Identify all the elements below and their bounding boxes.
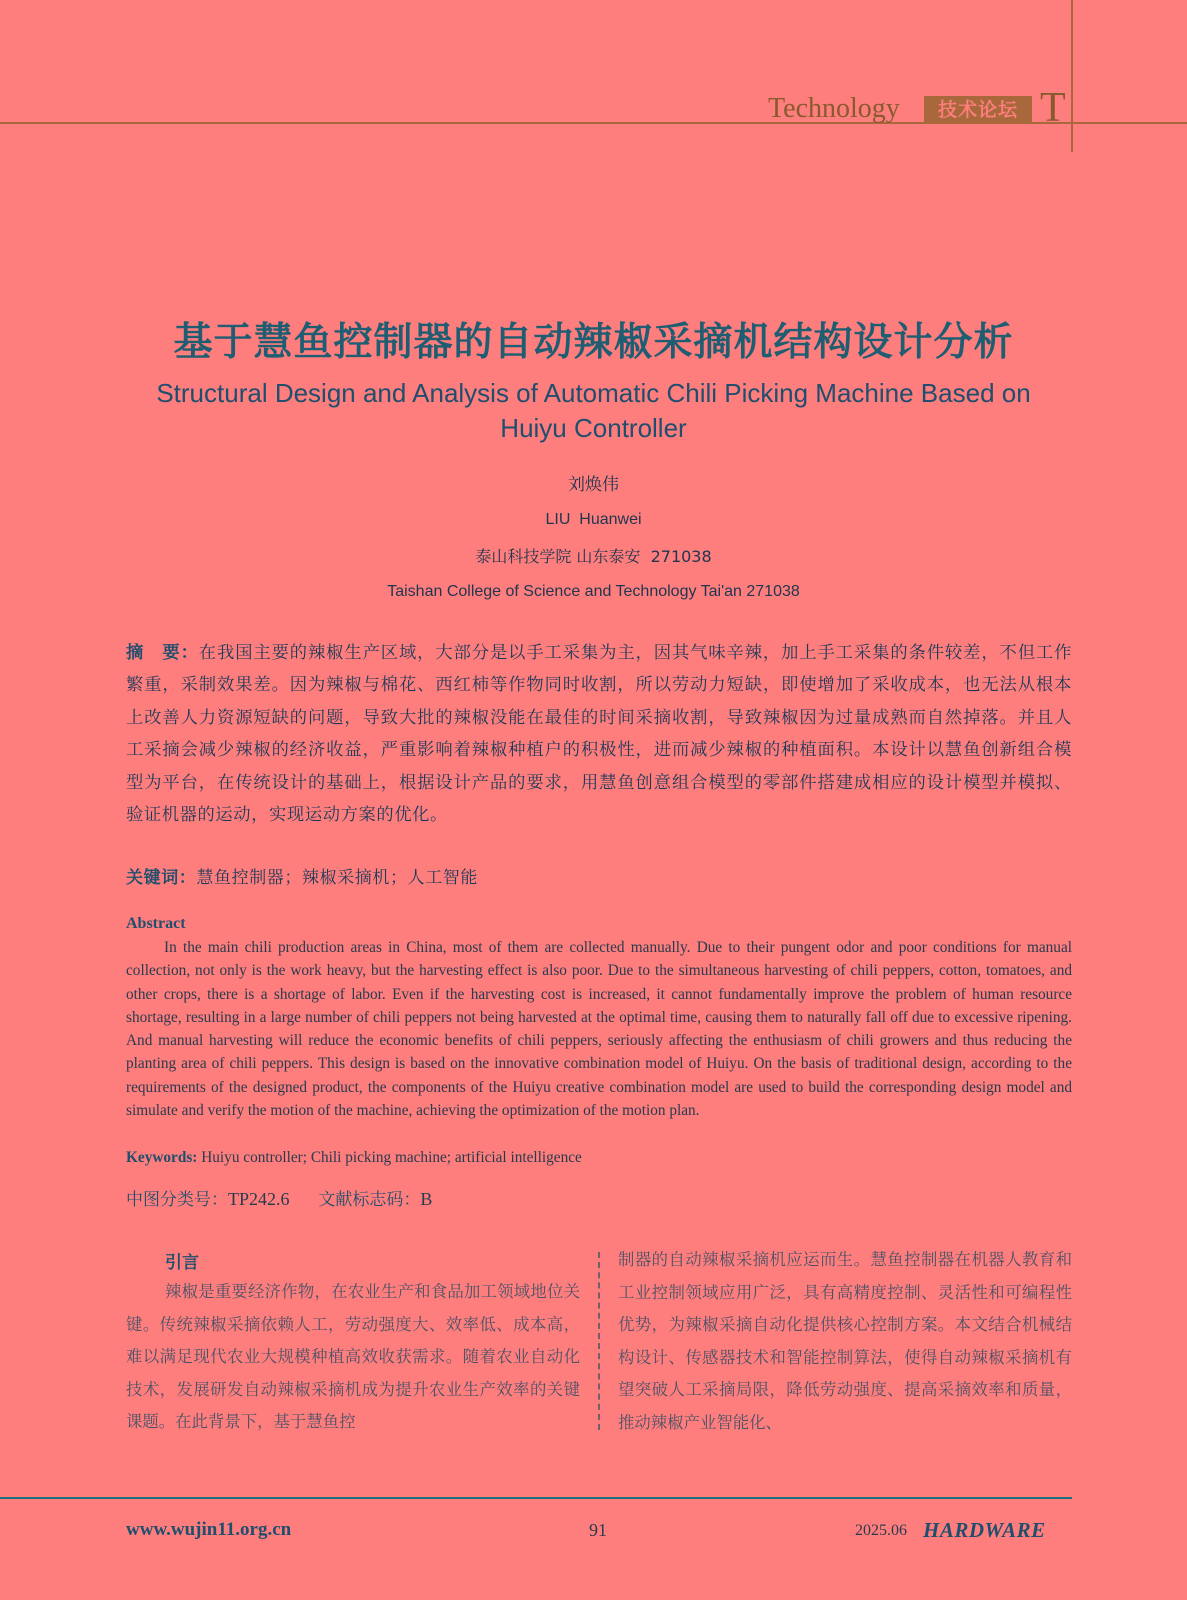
keywords-en-text: Huiyu controller; Chili picking machine; artificial intelligence — [201, 1149, 582, 1166]
clc-label: 中图分类号： — [126, 1190, 228, 1210]
footer-issue: 2025.06 — [855, 1522, 907, 1539]
title-cn: 基于慧鱼控制器的自动辣椒采摘机结构设计分析 — [173, 320, 1014, 365]
column-separator — [598, 1252, 600, 1430]
header-vertical-rule — [1071, 0, 1073, 152]
body-column-right: 制器的自动辣椒采摘机应运而生。慧鱼控制器在机器人教育和工业控制领域应用广泛，具有高精度控制、灵活性和可编程性优势，为辣椒采摘自动化提供核心控制方案。本文结合机械结构设计、传感器技术和智能控制算法，使得自动辣椒采摘机有望突破人工采摘局限，降低劳动强度、提高采摘效率和质量，推动辣椒产业智能化、 — [618, 1250, 1072, 1432]
footer-rule — [0, 1497, 1072, 1499]
doc-code-value: B — [420, 1189, 433, 1209]
keywords-en — [126, 1147, 1072, 1169]
footer-url: www.wujin11.org.cn — [126, 1519, 292, 1540]
keywords-cn-label: 关键词： — [126, 868, 197, 888]
clc-value: TP242.6 — [228, 1189, 290, 1209]
keywords-cn-text: 慧鱼控制器；辣椒采摘机；人工智能 — [196, 868, 479, 888]
abstract-en-text: In the main chili production areas in China, most of them are collected manually. Due to their pungent odor and poor conditions for manual collection, not only is the work heavy, but the harvesting effect is also poor. Due to the simultaneous harvesting of chili peppers, cotton, tomatoes, and other crops, there is a shortage of labor. Even if the harvesting cost is increased, it cannot fundamentally improve the problem of human resource shortage, resulting in a large number of chili peppers not being harvested at the optimal time, causing them to naturally fall off due to excessive ripening. And manual harvesting will reduce the economic benefits of chili peppers, seriously affecting the enthusiasm of chili growers and thus reducing the planting area of chili peppers. This design is based on the innovative combination model of Huiyu. On the basis of traditional design, according to the requirements of the designed product, the components of the Huiyu creative combination model are used to build the corresponding design model and simulate and verify the motion of the machine, achieving the optimization of the motion plan. — [126, 939, 1072, 1120]
keywords-en-label: Keywords: — [126, 1149, 198, 1166]
title-en: Structural Design and Analysis of Automatic Chili Picking Machine Based on Huiyu Controller — [156, 378, 1031, 443]
section-letter-logo: T — [1040, 85, 1066, 131]
author-name-en: LIU Huanwei — [545, 511, 642, 528]
affiliation-cn: 泰山科技学院 山东泰安 271038 — [475, 547, 712, 566]
author-name-cn: 刘焕伟 — [568, 475, 619, 495]
abstract-cn-text: 在我国主要的辣椒生产区域，大部分是以手工采集为主，因其气味辛辣，加上手工采集的条件较差，不但工作繁重，采制效果差。因为辣椒与棉花、西红柿等作物同时收割，所以劳动力短缺，即使增加了采收成本，也无法从根本上改善人力资源短缺的问题，导致大批的辣椒没能在最佳的时间采摘收割，导致辣椒因为过量成熟而自然掉落。并且人工采摘会减少辣椒的经济收益，严重影响着辣椒种植户的积极性，进而减少辣椒的种植面积。本设计以慧鱼创新组合模型为平台，在传统设计的基础上，根据设计产品的要求，用慧鱼创意组合模型的零部件搭建成相应的设计模型并模拟、验证机器的运动，实现运动方案的优化。 — [126, 643, 1072, 826]
page-number: 91 — [589, 1520, 607, 1540]
body-column-left: 辣椒是重要经济作物，在农业生产和食品加工领域地位关键。传统辣椒采摘依赖人工，劳动强度大、效率低、成本高，难以满足现代农业大规模种植高效收获需求。随着农业自动化技术，发展研发自动辣椒采摘机成为提升农业生产效率的关键课题。在此背景下，基于慧鱼控 — [126, 1282, 580, 1432]
abstract-en-heading: Abstract — [126, 915, 186, 932]
classification-line — [126, 1186, 432, 1213]
abstract-cn — [126, 637, 1072, 831]
intro-heading: 引言 — [165, 1253, 199, 1273]
footer-magazine-name: HARDWARE — [923, 1518, 1046, 1542]
section-label-cn: 技术论坛 — [924, 96, 1032, 124]
section-label-en: Technology — [768, 93, 900, 124]
affiliation-en: Taishan College of Science and Technology Tai'an 271038 — [387, 583, 800, 600]
doc-code-label: 文献标志码： — [318, 1190, 421, 1210]
abstract-cn-label: 摘 要： — [126, 643, 199, 663]
keywords-cn — [126, 866, 1072, 890]
